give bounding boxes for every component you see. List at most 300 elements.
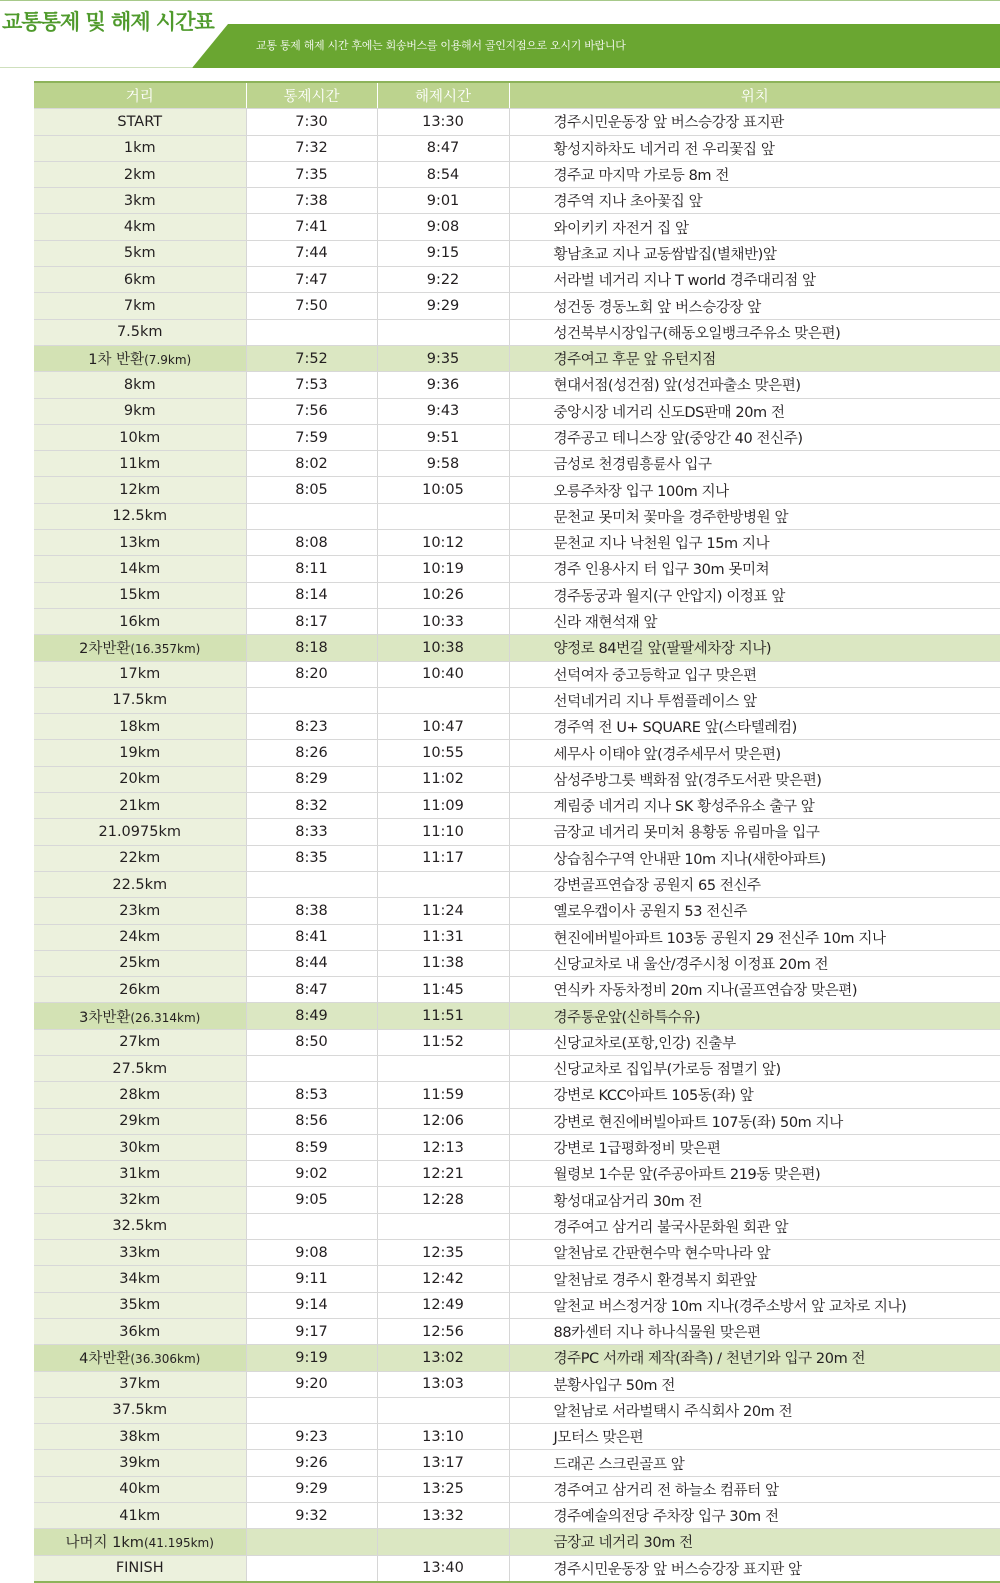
release-time-cell: 9:35 <box>377 345 509 371</box>
control-time-cell: 7:53 <box>246 372 377 398</box>
control-time-cell: 8:17 <box>246 608 377 634</box>
table-row <box>34 740 1000 766</box>
distance-cell <box>34 1292 246 1318</box>
distance-label: 3차반환 <box>79 1009 131 1026</box>
location-cell: 선덕네거리 지나 투썸플레이스 앞 <box>509 687 1000 713</box>
location-cell: 경주여고 삼거리 불국사문화원 회관 앞 <box>509 1213 1000 1239</box>
table-row <box>34 1424 1000 1450</box>
distance-label: 15km <box>119 587 161 604</box>
location-cell: 선덕여자 중고등학교 입구 맞은편 <box>509 661 1000 687</box>
location-cell: 알천남로 서라벌택시 주식회사 20m 전 <box>509 1397 1000 1423</box>
distance-label: 14km <box>119 560 161 577</box>
distance-cell <box>34 1318 246 1344</box>
control-time-cell: 7:32 <box>246 135 377 161</box>
distance-label: 26km <box>119 981 161 998</box>
table-row <box>34 1029 1000 1055</box>
control-time-cell: 8:41 <box>246 924 377 950</box>
control-time-cell: 8:32 <box>246 793 377 819</box>
distance-sub-label: (26.314km) <box>130 1010 201 1025</box>
location-cell: 현대서점(성건점) 앞(성건파출소 맞은편) <box>509 372 1000 398</box>
table-row <box>34 1187 1000 1213</box>
distance-cell <box>34 1266 246 1292</box>
location-cell: 경주역 전 U+ SQUARE 앞(스타텔레컴) <box>509 714 1000 740</box>
distance-cell <box>34 109 246 135</box>
distance-label: 13km <box>119 534 161 551</box>
release-time-cell: 12:06 <box>377 1108 509 1134</box>
release-time-cell <box>377 319 509 345</box>
column-header-control-time: 통제시간 <box>246 82 377 109</box>
release-time-cell: 11:51 <box>377 1003 509 1029</box>
control-time-cell <box>246 319 377 345</box>
table-row <box>34 188 1000 214</box>
table-row <box>34 1161 1000 1187</box>
distance-label: 41km <box>119 1507 161 1524</box>
release-time-cell: 10:38 <box>377 635 509 661</box>
table-row <box>34 1503 1000 1529</box>
release-time-cell: 9:51 <box>377 424 509 450</box>
location-cell: 서라벌 네거리 지나 T world 경주대리점 앞 <box>509 267 1000 293</box>
release-time-cell: 13:40 <box>377 1555 509 1582</box>
turnaround-row <box>34 1345 1000 1371</box>
header <box>0 0 1000 70</box>
distance-label: 1km <box>123 140 156 157</box>
release-time-cell: 13:32 <box>377 1503 509 1529</box>
distance-cell <box>34 188 246 214</box>
release-time-cell: 11:24 <box>377 898 509 924</box>
distance-sub-label: (16.357km) <box>130 642 201 657</box>
location-cell: 신당교차로 내 울산/경주시청 이정표 20m 전 <box>509 950 1000 976</box>
release-time-cell <box>377 1397 509 1423</box>
location-cell: 월령보 1수문 앞(주공아파트 219동 맞은편) <box>509 1161 1000 1187</box>
location-cell: 강변로 KCC아파트 105동(좌) 앞 <box>509 1082 1000 1108</box>
distance-label: 2차반환 <box>79 641 131 658</box>
control-time-cell: 8:44 <box>246 950 377 976</box>
release-time-cell: 10:47 <box>377 714 509 740</box>
distance-cell <box>34 1450 246 1476</box>
distance-cell <box>34 740 246 766</box>
location-cell: 세무사 이태야 앞(경주세무서 맞은편) <box>509 740 1000 766</box>
release-time-cell: 10:33 <box>377 608 509 634</box>
location-cell: 황성대교삼거리 30m 전 <box>509 1187 1000 1213</box>
release-time-cell: 10:55 <box>377 740 509 766</box>
release-time-cell: 9:15 <box>377 240 509 266</box>
distance-cell <box>34 1371 246 1397</box>
control-time-cell: 9:20 <box>246 1371 377 1397</box>
distance-cell <box>34 240 246 266</box>
table-row <box>34 1134 1000 1160</box>
table-row <box>34 1318 1000 1344</box>
distance-label: 4차반환 <box>79 1351 131 1368</box>
location-cell: 경주통운앞(신하특수유) <box>509 1003 1000 1029</box>
control-time-cell <box>246 1213 377 1239</box>
distance-cell <box>34 608 246 634</box>
page-title: 교통통제 및 해제 시간표 <box>2 10 214 34</box>
location-cell: 88카센터 지나 하나식물원 맞은편 <box>509 1318 1000 1344</box>
distance-cell <box>34 898 246 924</box>
distance-label: 12.5km <box>112 508 168 525</box>
distance-cell <box>34 1240 246 1266</box>
control-time-cell: 8:08 <box>246 530 377 556</box>
release-time-cell: 12:42 <box>377 1266 509 1292</box>
distance-cell <box>34 451 246 477</box>
table-row <box>34 871 1000 897</box>
distance-cell <box>34 556 246 582</box>
location-cell: 양정로 84번길 앞(팔팔세차장 지나) <box>509 635 1000 661</box>
distance-cell <box>34 530 246 556</box>
table-row <box>34 319 1000 345</box>
release-time-cell <box>377 1213 509 1239</box>
turnaround-row <box>34 345 1000 371</box>
table-row <box>34 1082 1000 1108</box>
table-row <box>34 924 1000 950</box>
location-cell: 와이키키 자전거 집 앞 <box>509 214 1000 240</box>
control-time-cell: 8:47 <box>246 977 377 1003</box>
control-time-cell: 8:50 <box>246 1029 377 1055</box>
control-time-cell <box>246 1529 377 1555</box>
release-time-cell: 9:36 <box>377 372 509 398</box>
table-row <box>34 845 1000 871</box>
location-cell: 성건북부시장입구(해동오일뱅크주유소 맞은편) <box>509 319 1000 345</box>
control-time-cell: 8:38 <box>246 898 377 924</box>
distance-label: 34km <box>119 1271 161 1287</box>
table-row <box>34 530 1000 556</box>
location-cell: 경주교 마지막 가로등 8m 전 <box>509 161 1000 187</box>
control-time-cell <box>246 1397 377 1423</box>
release-time-cell: 13:10 <box>377 1424 509 1450</box>
control-time-cell: 9:05 <box>246 1187 377 1213</box>
column-header-release-time: 해제시간 <box>377 82 509 109</box>
distance-label: FINISH <box>115 1560 164 1577</box>
release-time-cell <box>377 687 509 713</box>
distance-label: 27.5km <box>112 1060 168 1077</box>
location-cell: 문천교 못미처 꽃마을 경주한방병원 앞 <box>509 503 1000 529</box>
distance-label: 36km <box>119 1323 161 1340</box>
location-cell: 경주PC 서까래 제작(좌측) / 천년기와 입구 20m 전 <box>509 1345 1000 1371</box>
table-row <box>34 1371 1000 1397</box>
table-row <box>34 1397 1000 1423</box>
distance-cell <box>34 924 246 950</box>
schedule-table <box>34 81 1000 1583</box>
location-cell: 황성지하차도 네거리 전 우리꽃집 앞 <box>509 135 1000 161</box>
table-row <box>34 424 1000 450</box>
release-time-cell: 11:45 <box>377 977 509 1003</box>
distance-cell <box>34 1424 246 1450</box>
release-time-cell: 9:43 <box>377 398 509 424</box>
distance-label: 37.5km <box>112 1402 168 1419</box>
distance-sub-label: (41.195km) <box>143 1536 214 1551</box>
control-time-cell <box>246 1055 377 1081</box>
control-time-cell: 7:30 <box>246 109 377 135</box>
release-time-cell: 13:30 <box>377 109 509 135</box>
distance-label: 40km <box>119 1481 161 1498</box>
control-time-cell <box>246 1555 377 1582</box>
distance-cell <box>34 1503 246 1529</box>
location-cell: 경주여고 삼거리 전 하늘소 컴퓨터 앞 <box>509 1476 1000 1502</box>
location-cell: 강변로 1급평화정비 맞은편 <box>509 1134 1000 1160</box>
location-cell: J모터스 맞은편 <box>509 1424 1000 1450</box>
location-cell: 경주예술의전당 주차장 입구 30m 전 <box>509 1503 1000 1529</box>
location-cell: 경주공고 테니스장 앞(중앙간 40 전신주) <box>509 424 1000 450</box>
location-cell: 신라 재현석재 앞 <box>509 608 1000 634</box>
release-time-cell: 11:59 <box>377 1082 509 1108</box>
distance-cell <box>34 1108 246 1134</box>
control-time-cell: 7:47 <box>246 267 377 293</box>
distance-label: 17.5km <box>112 692 168 709</box>
release-time-cell: 10:19 <box>377 556 509 582</box>
table-row <box>34 161 1000 187</box>
table-row <box>34 503 1000 529</box>
distance-label: 25km <box>119 955 161 972</box>
control-time-cell: 8:56 <box>246 1108 377 1134</box>
release-time-cell: 9:22 <box>377 267 509 293</box>
release-time-cell: 13:03 <box>377 1371 509 1397</box>
release-time-cell: 10:40 <box>377 661 509 687</box>
distance-label: 9km <box>123 403 156 420</box>
distance-cell <box>34 135 246 161</box>
distance-label: 32.5km <box>112 1218 168 1235</box>
control-time-cell <box>246 871 377 897</box>
release-time-cell: 11:38 <box>377 950 509 976</box>
release-time-cell: 12:21 <box>377 1161 509 1187</box>
table-row <box>34 793 1000 819</box>
location-cell: 현진에버빌아파트 103동 공원지 29 전신주 10m 지나 <box>509 924 1000 950</box>
release-time-cell: 12:56 <box>377 1318 509 1344</box>
control-time-cell: 7:52 <box>246 345 377 371</box>
distance-label: 4km <box>123 219 156 236</box>
control-time-cell: 9:02 <box>246 1161 377 1187</box>
table-row <box>34 1266 1000 1292</box>
release-time-cell: 12:49 <box>377 1292 509 1318</box>
location-cell: 연식카 자동차정비 20m 지나(골프연습장 맞은편) <box>509 977 1000 1003</box>
distance-label: 21km <box>119 797 161 814</box>
table-row <box>34 1108 1000 1134</box>
distance-label: 11km <box>119 455 161 472</box>
distance-cell <box>34 635 246 661</box>
control-time-cell: 9:29 <box>246 1476 377 1502</box>
release-time-cell: 11:02 <box>377 766 509 792</box>
control-time-cell: 7:56 <box>246 398 377 424</box>
table-row <box>34 1555 1000 1582</box>
control-time-cell: 9:19 <box>246 1345 377 1371</box>
distance-cell <box>34 714 246 740</box>
control-time-cell: 7:59 <box>246 424 377 450</box>
distance-label: 19km <box>119 745 161 762</box>
control-time-cell: 9:32 <box>246 1503 377 1529</box>
location-cell: 중앙시장 네거리 신도DS판매 20m 전 <box>509 398 1000 424</box>
table-row <box>34 1240 1000 1266</box>
location-cell: 경주 인용사지 터 입구 30m 못미쳐 <box>509 556 1000 582</box>
distance-label: 1차 반환 <box>88 352 145 369</box>
release-time-cell: 11:31 <box>377 924 509 950</box>
table-row <box>34 1213 1000 1239</box>
release-time-cell: 10:26 <box>377 582 509 608</box>
distance-label: 21.0975km <box>98 823 181 840</box>
table-row <box>34 687 1000 713</box>
control-time-cell <box>246 503 377 529</box>
distance-label: 38km <box>119 1428 161 1445</box>
distance-label: 39km <box>119 1455 161 1472</box>
distance-cell <box>34 1161 246 1187</box>
table-row <box>34 293 1000 319</box>
release-time-cell: 12:35 <box>377 1240 509 1266</box>
distance-label: 32km <box>119 1192 161 1209</box>
release-time-cell: 11:10 <box>377 819 509 845</box>
control-time-cell: 9:17 <box>246 1318 377 1344</box>
location-cell: 황남초교 지나 교동쌈밥집(별채반)앞 <box>509 240 1000 266</box>
control-time-cell: 8:14 <box>246 582 377 608</box>
distance-cell <box>34 687 246 713</box>
distance-cell <box>34 950 246 976</box>
location-cell: 경주여고 후문 앞 유턴지점 <box>509 345 1000 371</box>
distance-cell <box>34 424 246 450</box>
release-time-cell: 11:17 <box>377 845 509 871</box>
release-time-cell: 11:09 <box>377 793 509 819</box>
distance-cell <box>34 582 246 608</box>
location-cell: 알천남로 경주시 환경복지 회관앞 <box>509 1266 1000 1292</box>
distance-label: 7.5km <box>116 324 163 341</box>
distance-cell <box>34 819 246 845</box>
location-cell: 알천교 버스정거장 10m 지나(경주소방서 앞 교차로 지나) <box>509 1292 1000 1318</box>
release-time-cell: 11:52 <box>377 1029 509 1055</box>
control-time-cell: 8:35 <box>246 845 377 871</box>
table-row <box>34 661 1000 687</box>
location-cell: 삼성주방그릇 백화점 앞(경주도서관 맞은편) <box>509 766 1000 792</box>
distance-cell <box>34 1187 246 1213</box>
table-row <box>34 608 1000 634</box>
release-time-cell: 13:25 <box>377 1476 509 1502</box>
location-cell: 성건동 경동노회 앞 버스승강장 앞 <box>509 293 1000 319</box>
distance-label: 나머지 1km <box>65 1535 144 1552</box>
table-row <box>34 1055 1000 1081</box>
control-time-cell: 8:20 <box>246 661 377 687</box>
table-row <box>34 477 1000 503</box>
distance-label: 28km <box>119 1086 161 1103</box>
location-cell: 신당교차로(포항,인강) 진출부 <box>509 1029 1000 1055</box>
distance-cell <box>34 372 246 398</box>
release-time-cell: 8:54 <box>377 161 509 187</box>
release-time-cell <box>377 1529 509 1555</box>
table-row <box>34 1476 1000 1502</box>
distance-label: 6km <box>123 271 156 288</box>
distance-cell <box>34 1029 246 1055</box>
location-cell: 경주시민운동장 앞 버스승강장 표지판 <box>509 109 1000 135</box>
control-time-cell: 8:59 <box>246 1134 377 1160</box>
turnaround-row <box>34 635 1000 661</box>
distance-label: 27km <box>119 1034 161 1051</box>
location-cell: 경주시민운동장 앞 버스승강장 표지판 앞 <box>509 1555 1000 1582</box>
location-cell: 문천교 지나 낙천원 입구 15m 지나 <box>509 530 1000 556</box>
location-cell: 강변로 현진에버빌아파트 107동(좌) 50m 지나 <box>509 1108 1000 1134</box>
distance-cell <box>34 1082 246 1108</box>
notice-banner <box>0 0 1000 70</box>
control-time-cell: 8:29 <box>246 766 377 792</box>
release-time-cell: 9:58 <box>377 451 509 477</box>
distance-label: 7km <box>123 298 156 315</box>
notice-text: 교통 통제 해제 시간 후에는 회송버스를 이용해서 골인지점으로 오시기 바랍니다 <box>256 39 626 52</box>
distance-cell <box>34 1055 246 1081</box>
distance-cell <box>34 214 246 240</box>
table-row <box>34 582 1000 608</box>
distance-label: 33km <box>119 1244 161 1261</box>
distance-label: 10km <box>119 429 161 446</box>
control-time-cell: 8:02 <box>246 451 377 477</box>
distance-cell <box>34 1134 246 1160</box>
distance-label: 35km <box>119 1297 161 1314</box>
table-row <box>34 135 1000 161</box>
control-time-cell: 9:23 <box>246 1424 377 1450</box>
release-time-cell <box>377 503 509 529</box>
location-cell: 금장교 네거리 못미처 용황동 유림마을 입구 <box>509 819 1000 845</box>
control-time-cell: 9:26 <box>246 1450 377 1476</box>
distance-label: 18km <box>119 718 161 735</box>
distance-cell <box>34 1003 246 1029</box>
control-time-cell: 9:14 <box>246 1292 377 1318</box>
release-time-cell: 9:29 <box>377 293 509 319</box>
location-cell: 분황사입구 50m 전 <box>509 1371 1000 1397</box>
control-time-cell: 8:53 <box>246 1082 377 1108</box>
distance-cell <box>34 477 246 503</box>
control-time-cell <box>246 687 377 713</box>
distance-label: 3km <box>123 192 156 209</box>
release-time-cell: 10:12 <box>377 530 509 556</box>
release-time-cell <box>377 871 509 897</box>
control-time-cell: 7:35 <box>246 161 377 187</box>
table-row <box>34 819 1000 845</box>
distance-cell <box>34 661 246 687</box>
distance-label: START <box>117 113 163 130</box>
release-time-cell: 9:08 <box>377 214 509 240</box>
distance-cell <box>34 319 246 345</box>
distance-label: 37km <box>119 1376 161 1393</box>
distance-label: 30km <box>119 1139 161 1156</box>
location-cell: 옐로우캡이사 공원지 53 전신주 <box>509 898 1000 924</box>
control-time-cell: 7:38 <box>246 188 377 214</box>
table-row <box>34 714 1000 740</box>
distance-cell <box>34 1213 246 1239</box>
control-time-cell: 9:08 <box>246 1240 377 1266</box>
control-time-cell: 7:44 <box>246 240 377 266</box>
distance-cell <box>34 845 246 871</box>
release-time-cell: 12:28 <box>377 1187 509 1213</box>
table-row <box>34 372 1000 398</box>
distance-cell <box>34 293 246 319</box>
distance-label: 17km <box>119 666 161 683</box>
distance-cell <box>34 161 246 187</box>
distance-label: 16km <box>119 613 161 630</box>
control-time-cell: 9:11 <box>246 1266 377 1292</box>
distance-label: 2km <box>123 166 156 183</box>
table-row <box>34 109 1000 135</box>
table-row <box>34 240 1000 266</box>
table-row <box>34 1292 1000 1318</box>
release-time-cell: 9:01 <box>377 188 509 214</box>
control-time-cell: 8:33 <box>246 819 377 845</box>
distance-cell <box>34 1397 246 1423</box>
distance-label: 31km <box>119 1165 161 1182</box>
location-cell: 오릉주차장 입구 100m 지나 <box>509 477 1000 503</box>
distance-cell <box>34 398 246 424</box>
distance-cell <box>34 766 246 792</box>
distance-cell <box>34 1476 246 1502</box>
table-row <box>34 214 1000 240</box>
location-cell: 금장교 네거리 30m 전 <box>509 1529 1000 1555</box>
location-cell: 상습침수구역 안내판 10m 지나(새한아파트) <box>509 845 1000 871</box>
release-time-cell: 8:47 <box>377 135 509 161</box>
release-time-cell: 10:05 <box>377 477 509 503</box>
release-time-cell: 12:13 <box>377 1134 509 1160</box>
control-time-cell: 7:50 <box>246 293 377 319</box>
distance-cell <box>34 977 246 1003</box>
